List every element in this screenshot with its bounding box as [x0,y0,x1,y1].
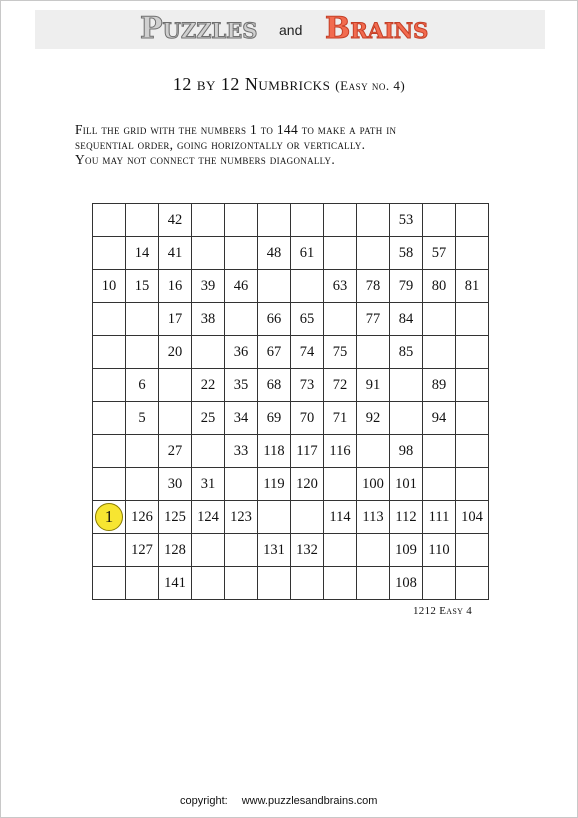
grid-cell[interactable]: 69 [258,402,291,435]
grid-cell[interactable] [126,567,159,600]
instruction-line: sequential order, going horizontally or vertically. [75,137,366,152]
grid-cell[interactable]: 14 [126,237,159,270]
grid-cell[interactable]: 22 [192,369,225,402]
grid-cell[interactable]: 108 [390,567,423,600]
grid-cell[interactable] [423,435,456,468]
grid-cell[interactable]: 120 [291,468,324,501]
grid-cell[interactable] [258,270,291,303]
grid-cell[interactable]: 58 [390,237,423,270]
grid-cell[interactable] [192,336,225,369]
grid-cell[interactable]: 68 [258,369,291,402]
grid-cell[interactable] [456,204,489,237]
grid-cell[interactable] [93,501,126,534]
grid-cell[interactable]: 74 [291,336,324,369]
grid-cell[interactable] [126,435,159,468]
grid-cell[interactable]: 104 [456,501,489,534]
grid-cell[interactable]: 15 [126,270,159,303]
grid-cell[interactable] [456,336,489,369]
grid-cell[interactable]: 38 [192,303,225,336]
grid-cell[interactable]: 30 [159,468,192,501]
grid-cell[interactable] [324,237,357,270]
grid-cell[interactable]: 80 [423,270,456,303]
grid-cell[interactable]: 85 [390,336,423,369]
grid-row [93,501,489,534]
grid-cell[interactable] [423,567,456,600]
grid-cell[interactable] [93,534,126,567]
grid-cell[interactable]: 20 [159,336,192,369]
grid-cell[interactable] [357,204,390,237]
grid-cell[interactable]: 117 [291,435,324,468]
grid-cell[interactable]: 119 [258,468,291,501]
grid-row [93,369,489,402]
grid-cell[interactable]: 42 [159,204,192,237]
puzzle-grid [92,203,489,600]
grid-cell[interactable]: 46 [225,270,258,303]
grid-cell[interactable]: 63 [324,270,357,303]
grid-cell[interactable]: 66 [258,303,291,336]
grid-cell[interactable]: 118 [258,435,291,468]
grid-cell[interactable] [93,369,126,402]
grid-cell[interactable] [192,567,225,600]
grid-cell[interactable]: 53 [390,204,423,237]
grid-cell[interactable] [456,369,489,402]
grid-cell[interactable] [291,501,324,534]
grid-cell[interactable]: 132 [291,534,324,567]
grid-cell[interactable] [456,468,489,501]
grid-cell[interactable] [93,303,126,336]
grid-cell[interactable] [456,435,489,468]
grid-cell[interactable]: 141 [159,567,192,600]
grid-cell[interactable] [225,534,258,567]
grid-cell[interactable]: 79 [390,270,423,303]
grid-cell[interactable]: 77 [357,303,390,336]
grid-cell[interactable]: 35 [225,369,258,402]
grid-cell[interactable]: 41 [159,237,192,270]
grid-cell[interactable] [258,501,291,534]
grid-cell[interactable] [192,435,225,468]
grid-row [93,303,489,336]
grid-cell[interactable]: 124 [192,501,225,534]
grid-cell[interactable] [390,369,423,402]
page-title [0,74,578,95]
grid-row [93,468,489,501]
grid-cell[interactable] [93,468,126,501]
grid-cell[interactable] [258,567,291,600]
grid-cell[interactable]: 131 [258,534,291,567]
grid-cell[interactable] [126,303,159,336]
grid-cell[interactable]: 84 [390,303,423,336]
grid-cell[interactable] [390,402,423,435]
grid-cell[interactable]: 89 [423,369,456,402]
grid-row [93,204,489,237]
grid-cell[interactable]: 36 [225,336,258,369]
grid-cell[interactable]: 112 [390,501,423,534]
grid-cell[interactable]: 111 [423,501,456,534]
grid-cell[interactable] [456,237,489,270]
grid-cell[interactable] [357,237,390,270]
grid-cell[interactable] [159,369,192,402]
grid-cell[interactable]: 39 [192,270,225,303]
grid-cell[interactable] [291,204,324,237]
grid-cell[interactable] [456,303,489,336]
instruction-line: You may not connect the numbers diagonally. [75,152,336,167]
grid-cell[interactable]: 110 [423,534,456,567]
grid-cell[interactable]: 70 [291,402,324,435]
grid-cell[interactable]: 81 [456,270,489,303]
grid-cell[interactable] [357,336,390,369]
grid-cell[interactable]: 67 [258,336,291,369]
grid-cell[interactable]: 126 [126,501,159,534]
grid-cell[interactable]: 125 [159,501,192,534]
start-number-circle: 1 [95,503,123,531]
grid-cell[interactable] [324,303,357,336]
grid-cell[interactable]: 34 [225,402,258,435]
copyright-footer [180,795,377,807]
brand-logo-and: and [279,22,303,38]
grid-cell[interactable] [324,204,357,237]
grid-row [93,270,489,303]
copyright-label: copyright: [180,795,228,807]
grid-cell[interactable] [126,204,159,237]
grid-cell[interactable]: 100 [357,468,390,501]
grid-cell[interactable]: 113 [357,501,390,534]
instruction-line: Fill the grid with the numbers 1 to 144 to make a path in [75,122,397,137]
grid-cell[interactable] [357,435,390,468]
grid-row [93,567,489,600]
grid-cell[interactable] [357,567,390,600]
grid-cell[interactable] [423,468,456,501]
grid-cell[interactable]: 71 [324,402,357,435]
grid-cell[interactable] [291,270,324,303]
grid-row [93,402,489,435]
grid-cell[interactable]: 61 [291,237,324,270]
grid-cell[interactable] [456,567,489,600]
grid-cell[interactable] [93,402,126,435]
brand-logo-brains: Brains [325,11,429,46]
grid-row [93,435,489,468]
grid-cell[interactable]: 25 [192,402,225,435]
grid-cell[interactable] [423,303,456,336]
grid-cell[interactable] [159,402,192,435]
grid-cell[interactable] [93,204,126,237]
website-link[interactable]: www.puzzlesandbrains.com [241,795,378,807]
brand-logo-puzzles: Puzzles [140,11,258,46]
header-banner [35,10,545,49]
grid-cell[interactable] [423,336,456,369]
grid-cell[interactable]: 72 [324,369,357,402]
grid-cell[interactable] [357,534,390,567]
title-sub: (Easy no. 4) [335,78,406,93]
grid-cell[interactable]: 31 [192,468,225,501]
grid-cell[interactable] [225,204,258,237]
grid-cell[interactable]: 101 [390,468,423,501]
puzzle-code: 1212 Easy 4 [413,605,473,617]
grid-cell[interactable] [192,204,225,237]
grid-cell[interactable]: 78 [357,270,390,303]
grid-cell[interactable]: 17 [159,303,192,336]
grid-cell[interactable]: 10 [93,270,126,303]
grid-cell[interactable]: 116 [324,435,357,468]
grid-row [93,336,489,369]
grid-cell[interactable] [291,567,324,600]
grid-cell[interactable] [456,534,489,567]
grid-cell[interactable] [93,237,126,270]
grid-cell[interactable] [324,468,357,501]
grid-cell[interactable]: 109 [390,534,423,567]
grid-cell[interactable] [93,435,126,468]
grid-cell[interactable] [324,534,357,567]
grid-cell[interactable] [456,402,489,435]
grid-cell[interactable] [225,303,258,336]
grid-cell[interactable] [225,567,258,600]
grid-cell[interactable]: 6 [126,369,159,402]
grid-cell[interactable]: 75 [324,336,357,369]
grid-row [93,237,489,270]
grid-cell[interactable]: 5 [126,402,159,435]
grid-cell[interactable] [258,204,291,237]
grid-cell[interactable]: 65 [291,303,324,336]
grid-cell[interactable]: 128 [159,534,192,567]
grid-cell[interactable] [225,468,258,501]
instructions [75,122,396,167]
grid-cell[interactable]: 16 [159,270,192,303]
grid-cell[interactable] [93,336,126,369]
title-main: 12 by 12 Numbricks [172,74,331,94]
grid-cell[interactable]: 73 [291,369,324,402]
grid-row [93,534,489,567]
grid-cell[interactable]: 91 [357,369,390,402]
grid-cell[interactable]: 114 [324,501,357,534]
grid-cell[interactable]: 123 [225,501,258,534]
grid-cell[interactable]: 27 [159,435,192,468]
grid-cell[interactable] [225,237,258,270]
grid-cell[interactable] [423,204,456,237]
grid-cell[interactable]: 33 [225,435,258,468]
grid-cell[interactable]: 98 [390,435,423,468]
grid-cell[interactable] [324,567,357,600]
grid-cell[interactable] [126,336,159,369]
grid-cell[interactable]: 48 [258,237,291,270]
grid-cell[interactable] [192,237,225,270]
grid-cell[interactable] [93,567,126,600]
grid-cell[interactable] [126,468,159,501]
grid-cell[interactable]: 94 [423,402,456,435]
grid-cell[interactable] [192,534,225,567]
grid-cell[interactable]: 92 [357,402,390,435]
grid-cell[interactable]: 57 [423,237,456,270]
grid-cell[interactable]: 127 [126,534,159,567]
